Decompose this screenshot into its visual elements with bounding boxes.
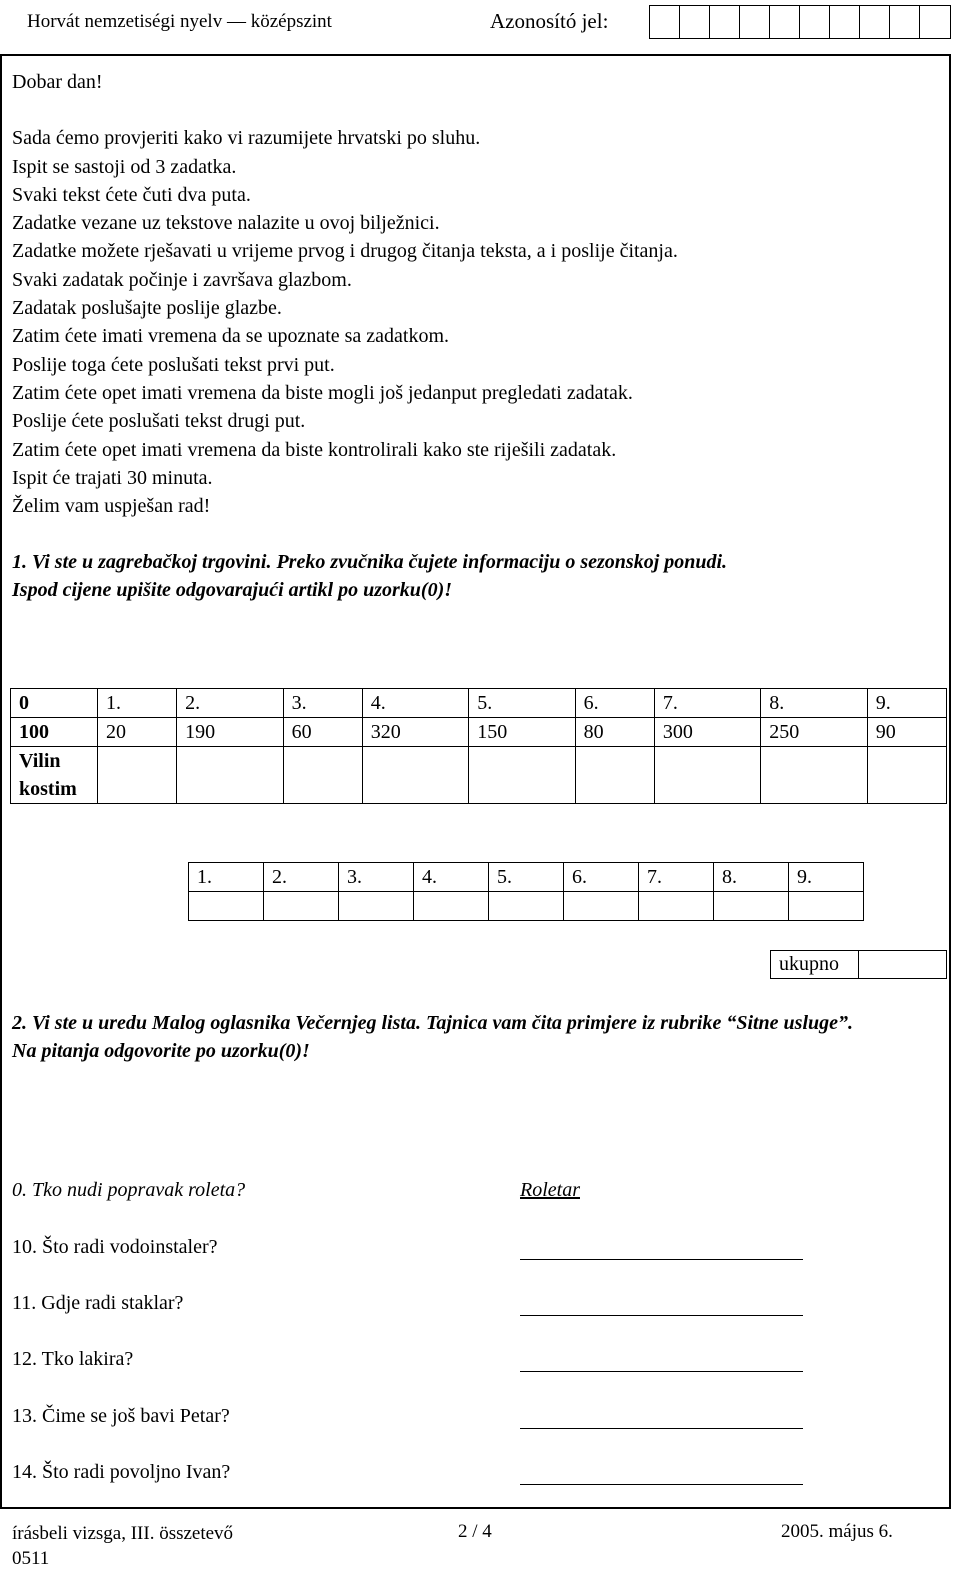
answer-line[interactable] xyxy=(520,1371,803,1372)
price-cell: 250 xyxy=(761,718,867,747)
number-cell: 5. xyxy=(469,689,575,718)
footer-left xyxy=(12,1521,233,1571)
answer-cell[interactable] xyxy=(98,747,177,804)
price-table xyxy=(10,688,947,804)
task2-line: 2. Vi ste u uredu Malog oglasnika Večernjeg lista. Tajnica vam čita primjere iz rubrike “Sitne usluge”. xyxy=(12,1012,854,1034)
score-cell[interactable] xyxy=(339,892,414,921)
score-cell[interactable] xyxy=(489,892,564,921)
score-number: 9. xyxy=(789,863,864,892)
intro-line: Poslije ćete poslušati tekst drugi put. xyxy=(12,410,306,433)
id-box[interactable] xyxy=(710,6,740,38)
intro-line: Želim vam uspješan rad! xyxy=(12,495,211,518)
answer-line[interactable] xyxy=(520,1484,803,1485)
total-table xyxy=(770,950,947,979)
question: 10. Što radi vodoinstaler? xyxy=(12,1236,218,1258)
item-row xyxy=(11,747,947,804)
task1-line: Ispod cijene upišite odgovarajući artikl po uzorku(0)! xyxy=(12,579,453,601)
price-cell: 150 xyxy=(469,718,575,747)
id-box[interactable] xyxy=(890,6,920,38)
intro-line: Poslije toga ćete poslušati tekst prvi put. xyxy=(12,353,335,376)
score-table xyxy=(188,862,864,921)
intro-text xyxy=(12,68,678,520)
number-cell: 0 xyxy=(11,689,98,718)
id-box[interactable] xyxy=(860,6,890,38)
intro-line: Zadatke možete rješavati u vrijeme prvog i drugog čitanja teksta, a i poslije čitanja. xyxy=(12,240,678,263)
score-cell[interactable] xyxy=(789,892,864,921)
price-row xyxy=(11,718,947,747)
score-number: 6. xyxy=(564,863,639,892)
question: 14. Što radi povoljno Ivan? xyxy=(12,1461,231,1483)
price-cell: 190 xyxy=(177,718,283,747)
number-cell: 9. xyxy=(867,689,946,718)
price-cell: 90 xyxy=(867,718,946,747)
id-box[interactable] xyxy=(650,6,680,38)
example-item-cell: Vilin kostim xyxy=(11,747,98,804)
exam-type: írásbeli vizsga, III. összetevő xyxy=(12,1523,234,1544)
id-box[interactable] xyxy=(800,6,830,38)
number-cell: 7. xyxy=(654,689,760,718)
id-label: Azonosító jel: xyxy=(490,9,609,33)
intro-line: Zatim ćete opet imati vremena da biste mogli još jedanput pregledati zadatak. xyxy=(12,381,633,404)
answer-cell[interactable] xyxy=(575,747,654,804)
task1-instruction xyxy=(12,548,942,604)
answer-cell[interactable] xyxy=(177,747,283,804)
total-cell[interactable] xyxy=(859,951,947,979)
total-label: ukupno xyxy=(771,951,859,979)
intro-line: Svaki zadatak počinje i završava glazbom. xyxy=(12,268,352,291)
id-box[interactable] xyxy=(920,6,950,38)
score-cell[interactable] xyxy=(639,892,714,921)
answer-line[interactable] xyxy=(520,1428,803,1429)
example-answer: Roletar xyxy=(520,1179,580,1201)
subject-title: Horvát nemzetiségi nyelv — középszint xyxy=(27,11,332,32)
intro-line: Sada ćemo provjeriti kako vi razumijete hrvatski po sluhu. xyxy=(12,127,481,150)
id-box[interactable] xyxy=(770,6,800,38)
score-value-row xyxy=(189,892,864,921)
price-cell: 60 xyxy=(283,718,362,747)
id-box[interactable] xyxy=(680,6,710,38)
number-cell: 4. xyxy=(362,689,468,718)
number-cell: 2. xyxy=(177,689,283,718)
answer-line[interactable] xyxy=(520,1315,803,1316)
greeting: Dobar dan! xyxy=(12,71,103,93)
score-number: 2. xyxy=(264,863,339,892)
answer-cell[interactable] xyxy=(761,747,867,804)
intro-line: Ispit će trajati 30 minuta. xyxy=(12,466,213,489)
intro-line: Zatim ćete imati vremena da se upoznate sa zadatkom. xyxy=(12,325,450,348)
page-number: 2 / 4 xyxy=(458,1521,492,1542)
intro-line: Ispit se sastoji od 3 zadatka. xyxy=(12,155,237,178)
question: 11. Gdje radi staklar? xyxy=(12,1292,184,1314)
score-cell[interactable] xyxy=(189,892,264,921)
exam-date: 2005. május 6. xyxy=(781,1521,893,1542)
task1-line: 1. Vi ste u zagrebačkoj trgovini. Preko zvučnika čujete informaciju o sezonskoj ponudi. xyxy=(12,551,728,573)
id-box[interactable] xyxy=(740,6,770,38)
answer-line[interactable] xyxy=(520,1259,803,1260)
id-box[interactable] xyxy=(830,6,860,38)
exam-code: 0511 xyxy=(12,1548,50,1569)
answer-cell[interactable] xyxy=(469,747,575,804)
score-number: 1. xyxy=(189,863,264,892)
score-cell[interactable] xyxy=(564,892,639,921)
question: 13. Čime se još bavi Petar? xyxy=(12,1405,230,1427)
intro-line: Zatim ćete opet imati vremena da biste kontrolirali kako ste riješili zadatak. xyxy=(12,438,617,461)
answer-cell[interactable] xyxy=(283,747,362,804)
price-cell: 80 xyxy=(575,718,654,747)
score-number: 8. xyxy=(714,863,789,892)
price-cell: 300 xyxy=(654,718,760,747)
score-cell[interactable] xyxy=(264,892,339,921)
answer-cell[interactable] xyxy=(362,747,468,804)
number-cell: 3. xyxy=(283,689,362,718)
answer-cell[interactable] xyxy=(867,747,946,804)
price-cell: 100 xyxy=(11,718,98,747)
score-number: 3. xyxy=(339,863,414,892)
page-header xyxy=(0,0,960,46)
intro-line: Zadatak poslušajte poslije glazbe. xyxy=(12,297,282,320)
score-number: 5. xyxy=(489,863,564,892)
score-cell[interactable] xyxy=(414,892,489,921)
number-cell: 8. xyxy=(761,689,867,718)
question: 12. Tko lakira? xyxy=(12,1348,134,1370)
number-row xyxy=(11,689,947,718)
price-cell: 20 xyxy=(98,718,177,747)
score-cell[interactable] xyxy=(714,892,789,921)
number-cell: 1. xyxy=(98,689,177,718)
answer-cell[interactable] xyxy=(654,747,760,804)
score-number-row xyxy=(189,863,864,892)
intro-line: Svaki tekst ćete čuti dva puta. xyxy=(12,183,251,206)
score-number: 7. xyxy=(639,863,714,892)
number-cell: 6. xyxy=(575,689,654,718)
price-cell: 320 xyxy=(362,718,468,747)
score-number: 4. xyxy=(414,863,489,892)
task2-line: Na pitanja odgovorite po uzorku(0)! xyxy=(12,1040,310,1062)
id-boxes xyxy=(649,5,951,39)
task2-instruction xyxy=(12,1009,942,1065)
example-question: 0. Tko nudi popravak roleta? xyxy=(12,1179,246,1201)
intro-line: Zadatke vezane uz tekstove nalazite u ovoj bilježnici. xyxy=(12,212,440,235)
